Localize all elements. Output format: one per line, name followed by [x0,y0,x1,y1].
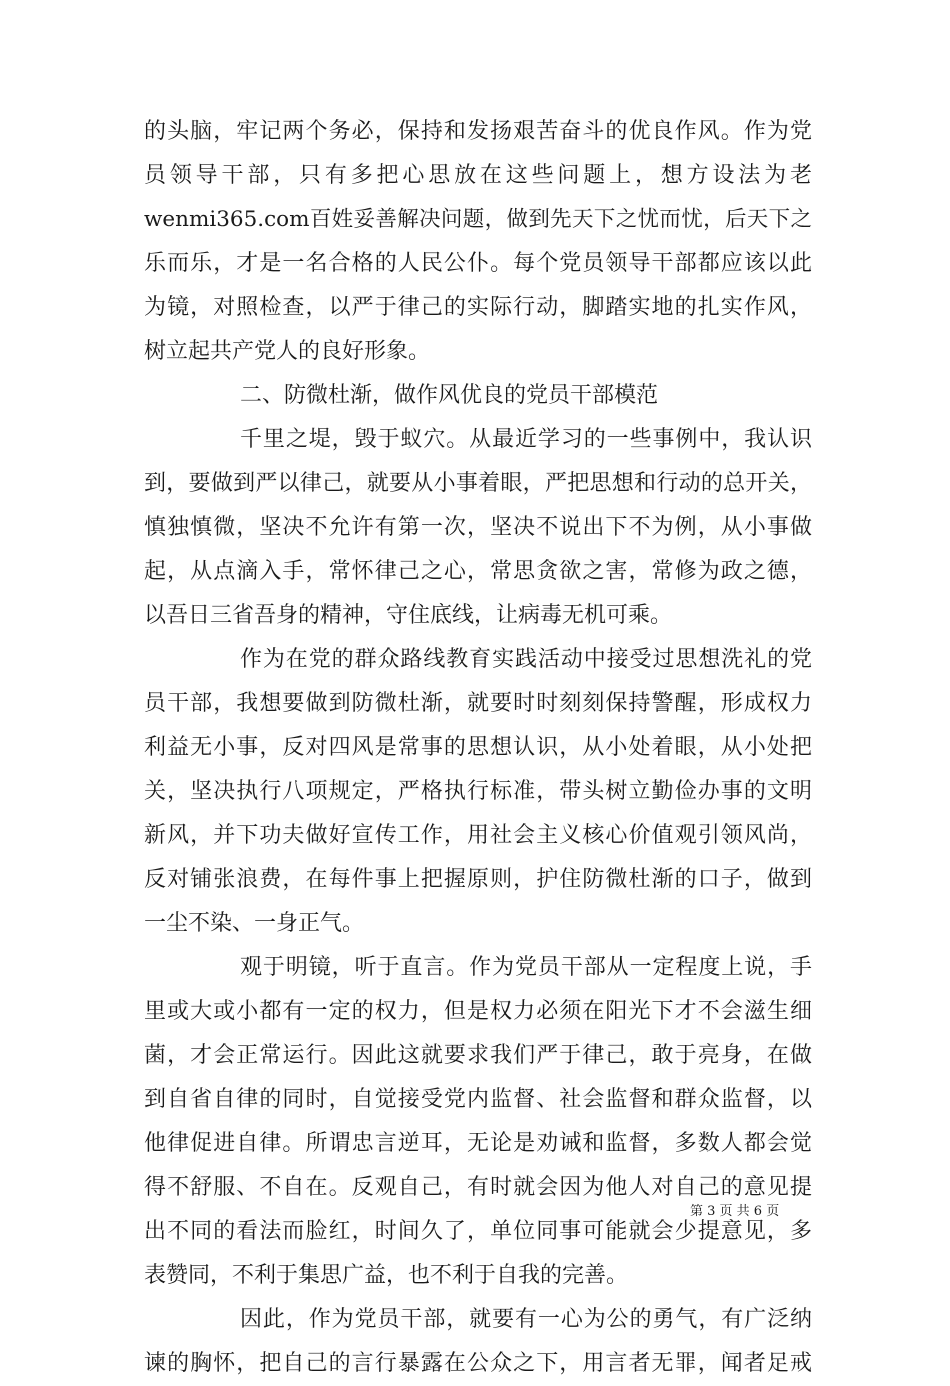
page-number: 第 3 页 共 6 页 [690,1204,780,1219]
text-line: 以吾日三省吾身的精神，守住底线，让病毒无机可乘。 [144,603,673,628]
text-line: 员领导干部，只有多把心思放在这些问题上，想方设法为老 [144,163,812,188]
text-line: 出不同的看法而脸红，时间久了，单位同事可能就会少提意见，多 [144,1219,812,1244]
text-line: 员干部，我想要做到防微杜渐，就要时时刻刻保持警醒，形成权力 [144,691,812,716]
text-line: 里或大或小都有一定的权力，但是权力必须在阳光下才不会滋生细 [144,999,812,1024]
text-line: 到自省自律的同时，自觉接受党内监督、社会监督和群众监督，以 [144,1087,812,1112]
text-line: 一尘不染、一身正气。 [144,911,365,936]
text-line: 为镜，对照检查，以严于律己的实际行动，脚踏实地的扎实作风， [144,295,812,320]
paragraph-5 [144,1298,812,1386]
text-line: 新风，并下功夫做好宣传工作，用社会主义核心价值观引领风尚， [144,823,812,848]
text-line: wenmi365.com百姓妥善解决问题，做到先天下之忧而忧，后天下之 [144,207,812,232]
text-line: 反对铺张浪费，在每件事上把握原则，护住防微杜渐的口子，做到 [144,867,812,892]
text-line: 的头脑，牢记两个务必，保持和发扬艰苦奋斗的优良作风。作为党 [144,119,812,144]
text-line: 他律促进自律。所谓忠言逆耳，无论是劝诫和监督，多数人都会觉 [144,1131,812,1156]
text-line: 谏的胸怀，把自己的言行暴露在公众之下，用言者无罪，闻者足戒 [144,1351,812,1376]
section-heading: 二、防微杜渐，做作风优良的党员干部模范 [240,383,659,408]
text-line: 作为在党的群众路线教育实践活动中接受过思想洗礼的党 [240,647,812,672]
text-line: 观于明镜，听于直言。作为党员干部从一定程度上说，手 [240,955,812,980]
text-line: 树立起共产党人的良好形象。 [144,339,431,364]
text-line: 因此，作为党员干部，就要有一心为公的勇气，有广泛纳 [240,1307,812,1332]
text-line: 千里之堤，毁于蚁穴。从最近学习的一些事例中，我认识 [240,427,812,452]
text-line: 乐而乐，才是一名合格的人民公仆。每个党员领导干部都应该以此 [144,251,812,276]
text-line: 表赞同，不利于集思广益，也不利于自我的完善。 [144,1263,629,1288]
text-line: 起，从点滴入手，常怀律己之心，常思贪欲之害，常修为政之德， [144,559,812,584]
text-line: 到，要做到严以律己，就要从小事着眼，严把思想和行动的总开关， [144,471,812,496]
text-line: 慎独慎微，坚决不允许有第一次，坚决不说出下不为例，从小事做 [144,515,812,540]
paragraph-1 [144,110,812,374]
text-line: 菌，才会正常运行。因此这就要求我们严于律己，敢于亮身，在做 [144,1043,812,1068]
text-line: 关，坚决执行八项规定，严格执行标准，带头树立勤俭办事的文明 [144,779,812,804]
paragraph-4 [144,946,812,1298]
document-body [144,110,812,1386]
paragraph-3 [144,638,812,946]
paragraph-2 [144,418,812,638]
text-line: 得不舒服、不自在。反观自己，有时就会因为他人对自己的意见提 [144,1175,812,1200]
text-line: 利益无小事，反对四风是常事的思想认识，从小处着眼，从小处把 [144,735,812,760]
